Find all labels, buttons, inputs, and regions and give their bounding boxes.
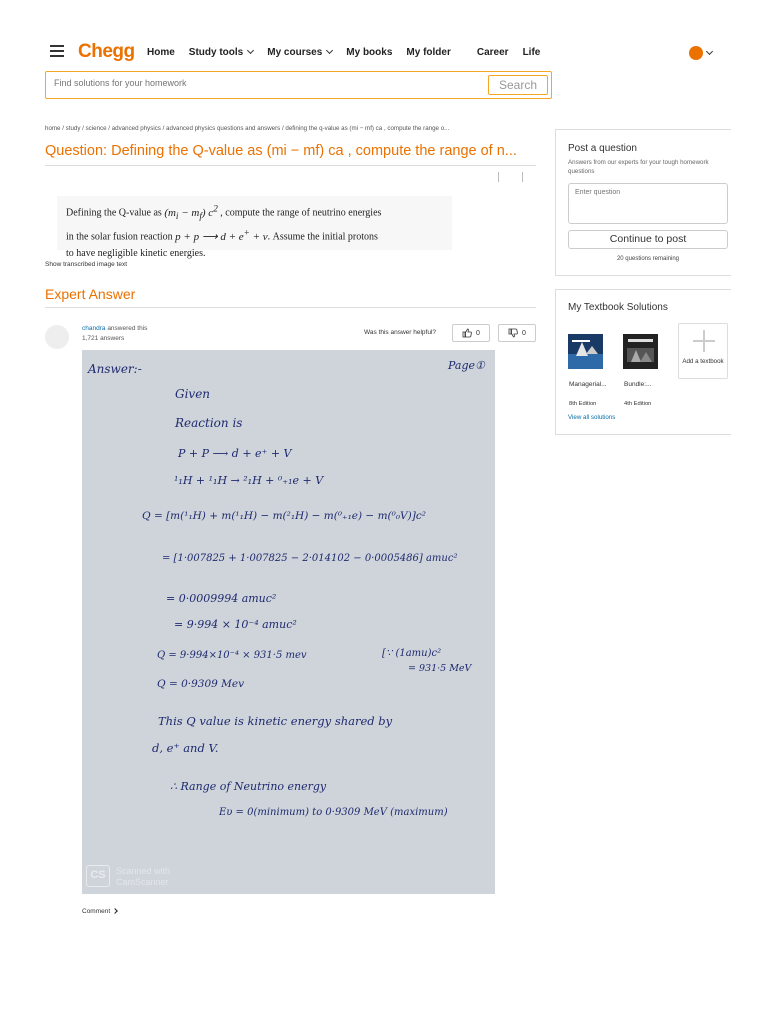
book-title: Bundle:... bbox=[624, 381, 652, 388]
handwritten-line: Reaction is bbox=[175, 416, 243, 430]
expert-info bbox=[82, 324, 147, 344]
handwritten-line: This Q value is kinetic energy shared by bbox=[158, 714, 393, 728]
textbook-solutions-panel bbox=[555, 289, 731, 435]
handwritten-line: ∴ Range of Neutrino energy bbox=[170, 780, 327, 793]
divider bbox=[45, 307, 536, 308]
menu-icon[interactable] bbox=[50, 45, 64, 57]
search-bar bbox=[45, 71, 552, 99]
formula-sup: 2 bbox=[213, 203, 218, 213]
thumbs-up-count: 0 bbox=[476, 329, 480, 337]
thumbs-up-icon bbox=[462, 328, 472, 338]
book-title: Managerial... bbox=[569, 381, 607, 388]
book-cover-image bbox=[623, 334, 658, 369]
formula-sub: i bbox=[175, 210, 179, 221]
top-nav bbox=[0, 38, 768, 68]
formula-part: ) c bbox=[201, 206, 214, 219]
nav-home[interactable]: Home bbox=[147, 47, 175, 58]
main-nav bbox=[147, 47, 554, 58]
add-textbook-label: Add a textbook bbox=[682, 358, 724, 365]
handwritten-line: P + P ⟶ d + e⁺ + V bbox=[178, 447, 292, 460]
watermark-line: Scanned with bbox=[116, 866, 171, 876]
helpful-label: Was this answer helpful? bbox=[364, 329, 437, 336]
post-question-subtitle: Answers from our experts for your tough homework questions bbox=[568, 159, 709, 175]
post-question-panel bbox=[555, 129, 731, 276]
watermark-line: CamScanner bbox=[116, 877, 169, 887]
question-input[interactable] bbox=[568, 183, 728, 224]
handwritten-line: Page① bbox=[448, 359, 485, 372]
continue-to-post-button[interactable]: Continue to post bbox=[568, 230, 728, 249]
nav-my-books[interactable]: My books bbox=[346, 47, 393, 58]
thumbs-down-icon bbox=[508, 328, 518, 338]
expert-answer-heading: Expert Answer bbox=[45, 286, 136, 302]
camscanner-watermark bbox=[116, 866, 170, 888]
formula-sup: + bbox=[243, 226, 250, 237]
questions-remaining: 20 questions remaining bbox=[616, 256, 680, 262]
camscanner-logo: CS bbox=[86, 865, 110, 887]
chevron-down-icon bbox=[247, 47, 254, 54]
answer-image bbox=[82, 350, 495, 894]
nav-career[interactable]: Career bbox=[476, 47, 509, 58]
chegg-logo[interactable]: Chegg bbox=[78, 41, 135, 62]
thumbs-down-count: 0 bbox=[522, 329, 526, 337]
handwritten-line: = 0·0009994 amuc² bbox=[166, 592, 277, 605]
handwritten-line: Q = 0·9309 Mev bbox=[157, 678, 245, 690]
question-text: in the solar fusion reaction bbox=[66, 231, 173, 243]
divider bbox=[522, 172, 523, 182]
question-line-3: to have negligible kinetic energies. bbox=[66, 247, 206, 259]
search-input[interactable] bbox=[54, 78, 474, 88]
nav-my-courses-label: My courses bbox=[267, 47, 323, 58]
search-button[interactable]: Search bbox=[488, 75, 548, 95]
question-formula bbox=[164, 203, 218, 221]
book-cover-image bbox=[568, 334, 603, 369]
formula-part: p + p ⟶ d + e bbox=[175, 230, 244, 243]
book-edition: 4th Edition bbox=[624, 401, 652, 407]
handwritten-line: Answer:- bbox=[88, 362, 142, 376]
thumbs-down-button[interactable] bbox=[498, 324, 536, 342]
question-text: Defining the Q-value as bbox=[66, 207, 162, 219]
comment-link[interactable] bbox=[82, 908, 117, 915]
nav-study-tools-label: Study tools bbox=[188, 47, 244, 58]
add-textbook-button[interactable] bbox=[678, 323, 728, 379]
nav-life[interactable]: Life bbox=[522, 47, 541, 58]
expert-name-link[interactable]: chandra bbox=[82, 325, 106, 332]
question-formula bbox=[175, 226, 268, 243]
handwritten-line: ¹₁H + ¹₁H → ²₁H + ⁰₊₁e + V bbox=[174, 474, 324, 487]
handwritten-line: [∵ (1amu)c² bbox=[382, 648, 442, 659]
plus-icon bbox=[693, 330, 715, 352]
comment-label: Comment bbox=[82, 908, 111, 915]
nav-my-courses[interactable] bbox=[267, 47, 332, 58]
show-transcribed-link[interactable]: Show transcribed image text bbox=[45, 261, 128, 268]
user-avatar[interactable] bbox=[689, 46, 703, 60]
chevron-right-icon bbox=[112, 908, 118, 914]
question-title: Question: Defining the Q-value as (mi − mf) ca , compute the range of n... bbox=[45, 143, 517, 159]
textbook-item[interactable] bbox=[568, 324, 618, 407]
question-text: , compute the range of neutrino energies bbox=[220, 207, 382, 219]
formula-sub: f bbox=[199, 210, 202, 221]
handwritten-line: Q = 9·994×10⁻⁴ × 931·5 mev bbox=[157, 650, 307, 661]
textbook-solutions-title: My Textbook Solutions bbox=[568, 302, 668, 313]
question-text: . Assume the initial protons bbox=[267, 231, 378, 243]
view-all-solutions-link[interactable]: View all solutions bbox=[568, 414, 616, 421]
nav-my-folder[interactable]: My folder bbox=[406, 47, 451, 58]
textbook-item[interactable] bbox=[623, 324, 673, 407]
divider bbox=[498, 172, 499, 182]
divider bbox=[45, 165, 536, 166]
formula-part: (m bbox=[164, 206, 176, 219]
nav-study-tools[interactable] bbox=[189, 47, 253, 58]
handwritten-line: d, e⁺ and V. bbox=[152, 741, 219, 755]
post-question-title: Post a question bbox=[568, 143, 637, 154]
handwritten-line: = 9·994 × 10⁻⁴ amuc² bbox=[174, 618, 297, 631]
handwritten-line: = [1·007825 + 1·007825 − 2·014102 − 0·0005486] amuc² bbox=[162, 553, 458, 564]
expert-answered-label: answered this bbox=[107, 325, 148, 332]
formula-part: + ν bbox=[249, 230, 268, 243]
handwritten-line: Given bbox=[175, 387, 211, 401]
thumbs-up-button[interactable] bbox=[452, 324, 490, 342]
chevron-down-icon[interactable] bbox=[706, 48, 713, 55]
question-line-1 bbox=[66, 200, 452, 224]
question-image bbox=[57, 196, 452, 259]
chevron-down-icon bbox=[326, 47, 333, 54]
breadcrumb[interactable]: home / study / science / advanced physics / advanced physics questions and answers / defining the q-value as (mi − mf) ca , compute the range o... bbox=[45, 125, 450, 132]
handwritten-line: Q = [m(¹₁H) + m(¹₁H) − m(²₁H) − m(⁰₊₁e) − m(⁰₀V)]c² bbox=[142, 510, 426, 522]
handwritten-line: = 931·5 MeV bbox=[408, 663, 472, 674]
handwritten-line: Eυ = 0(minimum) to 0·9309 MeV (maximum) bbox=[219, 807, 448, 818]
question-line-2 bbox=[66, 224, 452, 246]
expert-answer-count: 1,721 answers bbox=[82, 335, 125, 342]
formula-part: − m bbox=[178, 206, 200, 219]
book-edition: 8th Edition bbox=[569, 401, 597, 407]
expert-avatar bbox=[45, 325, 69, 349]
